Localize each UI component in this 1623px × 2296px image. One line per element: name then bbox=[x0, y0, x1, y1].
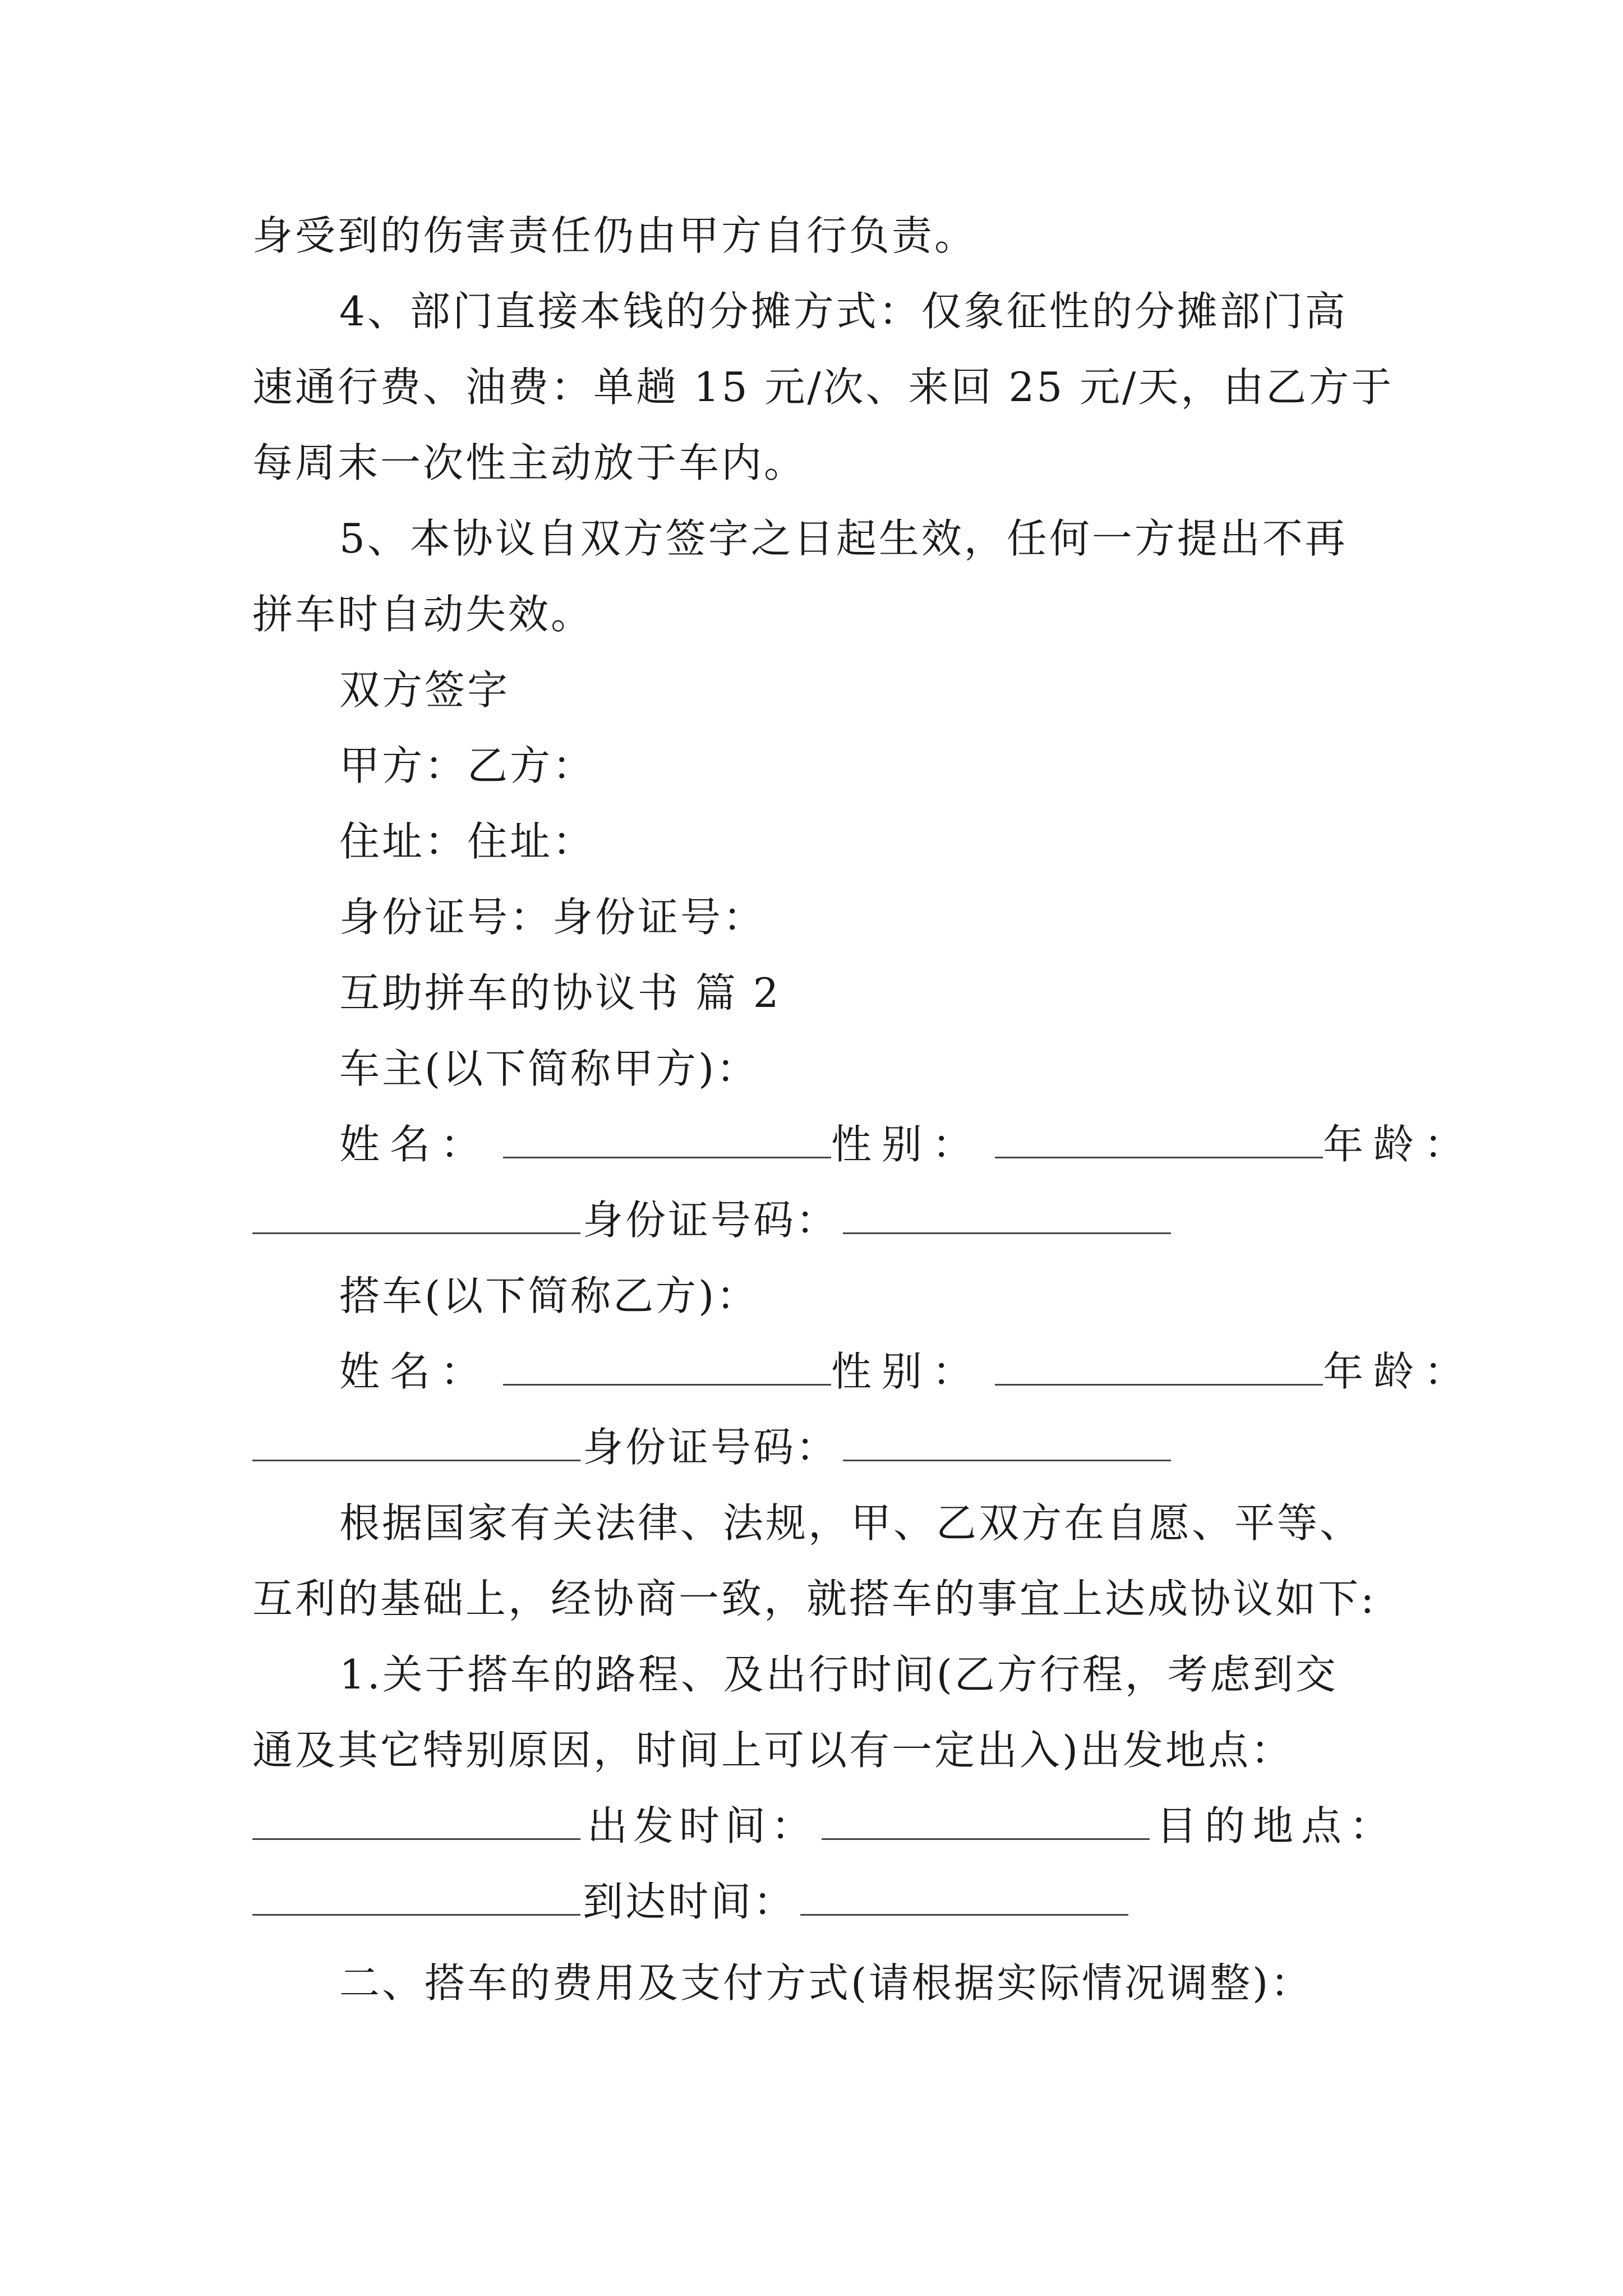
arrival-row bbox=[252, 1874, 1128, 1930]
departure-row bbox=[252, 1798, 1398, 1854]
destination-label: 目的地点： bbox=[1156, 1802, 1398, 1849]
signature-heading: 双方签字 bbox=[339, 666, 510, 714]
clause-4-line: 4、部门直接本钱的分摊方式：仅象征性的分摊部门高 bbox=[339, 288, 1348, 335]
age-label: 年龄： bbox=[1323, 1121, 1475, 1168]
name-label: 姓名： bbox=[339, 1121, 491, 1168]
clause-5-line: 5、本协议自双方签字之日起生效，任何一方提出不再 bbox=[339, 515, 1348, 562]
clause-1-line: 通及其它特别原因，时间上可以有一定出入)出发地点： bbox=[252, 1727, 1294, 1774]
clause-1-line: 1.关于搭车的路程、及出行时间(乙方行程，考虑到交 bbox=[339, 1651, 1338, 1698]
clause-4-line: 速通行费、油费：单趟 15 元/次、来回 25 元/天，由乙方于 bbox=[252, 364, 1394, 411]
clause-2-heading: 二、搭车的费用及支付方式(请根据实际情况调整)： bbox=[339, 1959, 1313, 2007]
owner-info-row bbox=[339, 1116, 1474, 1172]
clause-5-line: 拼车时自动失效。 bbox=[252, 591, 594, 638]
section-title: 互助拼车的协议书 篇 2 bbox=[339, 969, 781, 1016]
id-label: 身份证号码： bbox=[583, 1197, 839, 1244]
name-label: 姓名： bbox=[339, 1348, 491, 1395]
owner-id-row bbox=[252, 1192, 1171, 1248]
preamble-line: 根据国家有关法律、法规，甲、乙双方在自愿、平等、 bbox=[339, 1499, 1363, 1547]
gender-blank bbox=[995, 1119, 1323, 1158]
id-blank bbox=[843, 1194, 1171, 1234]
name-blank bbox=[503, 1119, 831, 1158]
destination-blank bbox=[252, 1876, 580, 1916]
paragraph-line: 身受到的伤害责任仍由甲方自行负责。 bbox=[252, 212, 978, 259]
departure-time-label: 出发时间： bbox=[587, 1802, 818, 1849]
owner-heading: 车主(以下简称甲方)： bbox=[339, 1045, 759, 1092]
gender-label: 性别： bbox=[831, 1348, 983, 1395]
gender-label: 性别： bbox=[831, 1121, 983, 1168]
clause-4-line: 每周末一次性主动放于车内。 bbox=[252, 439, 807, 486]
owner-blank bbox=[252, 1194, 580, 1234]
party-line: 甲方：乙方： bbox=[339, 742, 596, 789]
passenger-blank bbox=[252, 1421, 580, 1461]
name-blank bbox=[503, 1346, 831, 1386]
passenger-info-row bbox=[339, 1343, 1474, 1400]
arrival-time-blank bbox=[800, 1876, 1128, 1916]
passenger-id-row bbox=[252, 1419, 1171, 1475]
departure-time-blank bbox=[822, 1800, 1150, 1840]
departure-place-blank bbox=[252, 1800, 580, 1840]
age-label: 年龄： bbox=[1323, 1348, 1475, 1395]
id-blank bbox=[843, 1421, 1171, 1461]
id-label: 身份证号码： bbox=[583, 1424, 839, 1471]
address-line: 住址：住址： bbox=[339, 818, 596, 865]
id-number-line: 身份证号：身份证号： bbox=[339, 894, 766, 941]
gender-blank bbox=[995, 1346, 1323, 1386]
arrival-time-label: 到达时间： bbox=[583, 1878, 796, 1925]
passenger-heading: 搭车(以下简称乙方)： bbox=[339, 1272, 759, 1319]
preamble-line: 互利的基础上，经协商一致，就搭车的事宜上达成协议如下: bbox=[252, 1575, 1377, 1622]
